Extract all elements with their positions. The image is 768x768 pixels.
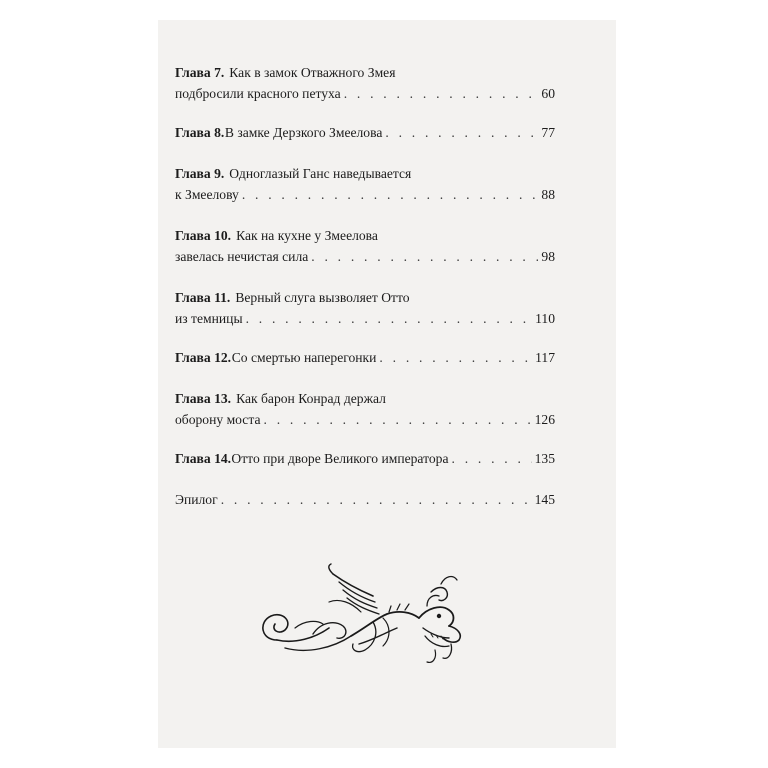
- dot-leader: [379, 347, 532, 368]
- toc-entry-chapter-13: [175, 388, 555, 430]
- toc-entry-line: [175, 83, 555, 104]
- toc-entry-line: [175, 287, 555, 308]
- page-number: 145: [534, 492, 555, 507]
- dot-leader: [242, 184, 539, 205]
- toc-entry-line: [175, 409, 555, 430]
- toc-entry-line: [175, 62, 555, 83]
- chapter-title: Со смертью наперегонки: [231, 350, 377, 365]
- page-number: 126: [534, 412, 555, 427]
- dot-leader: [344, 83, 539, 104]
- toc-entry-line: [175, 163, 555, 184]
- toc-entry-line: [175, 225, 555, 246]
- toc-entry-chapter-8: [175, 122, 555, 143]
- chapter-title: Одноглазый Ганс наведывается: [229, 166, 412, 181]
- chapter-title: Как на кухне у Змеелова: [236, 228, 378, 243]
- toc-entry-line: [175, 246, 555, 267]
- toc-entry-line: [175, 388, 555, 409]
- chapter-title: из темницы: [175, 311, 243, 326]
- toc-entry-chapter-9: [175, 163, 555, 205]
- page-number: 60: [541, 86, 555, 101]
- toc-entry-line: [175, 308, 555, 329]
- toc-entry-chapter-11: [175, 287, 555, 329]
- dot-leader: [311, 246, 538, 267]
- chapter-title: оборону моста: [175, 412, 261, 427]
- dot-leader: [246, 308, 533, 329]
- chapter-title: Как барон Конрад держал: [236, 391, 386, 406]
- chapter-label: Глава 13.: [175, 391, 232, 406]
- dot-leader: [385, 122, 538, 143]
- toc-entry-line: [175, 489, 555, 510]
- chapter-label: Глава 10.: [175, 228, 232, 243]
- chapter-label: Глава 9.: [175, 166, 225, 181]
- chapter-title: В замке Дерзкого Змеелова: [224, 125, 383, 140]
- page-number: 117: [535, 350, 555, 365]
- chapter-label: Глава 14.: [175, 451, 232, 466]
- toc-entry-line: [175, 184, 555, 205]
- chapter-label: Глава 7.: [175, 65, 225, 80]
- chapter-title: Верный слуга вызволяет Отто: [235, 290, 410, 305]
- toc-entry-chapter-10: [175, 225, 555, 267]
- chapter-label: Глава 8.: [175, 125, 225, 140]
- page-number: 77: [541, 125, 555, 140]
- toc-entry-chapter-12: [175, 347, 555, 368]
- winged-dragon-ornament-icon: [255, 562, 475, 670]
- chapter-title: Отто при дворе Великого императора: [231, 451, 449, 466]
- chapter-title: завелась нечистая сила: [175, 249, 309, 264]
- dot-leader: [264, 409, 532, 430]
- dot-leader: [221, 489, 532, 510]
- chapter-label: Глава 11.: [175, 290, 231, 305]
- page-number: 98: [541, 249, 555, 264]
- chapter-title: Как в замок Отважного Змея: [229, 65, 396, 80]
- toc-entry-chapter-14: [175, 448, 555, 469]
- dot-leader: [452, 448, 532, 469]
- page-number: 135: [534, 451, 555, 466]
- chapter-title: к Змеелову: [175, 187, 239, 202]
- toc-entry-line: [175, 122, 555, 143]
- toc-entry-line: [175, 347, 555, 368]
- toc-entry-chapter-7: [175, 62, 555, 104]
- page-number: 110: [535, 311, 555, 326]
- toc-entry-epilogue: [175, 489, 555, 510]
- chapter-title: Эпилог: [175, 492, 218, 507]
- chapter-title: подбросили красного петуха: [175, 86, 341, 101]
- chapter-label: Глава 12.: [175, 350, 232, 365]
- toc-entry-line: [175, 448, 555, 469]
- page-number: 88: [541, 187, 555, 202]
